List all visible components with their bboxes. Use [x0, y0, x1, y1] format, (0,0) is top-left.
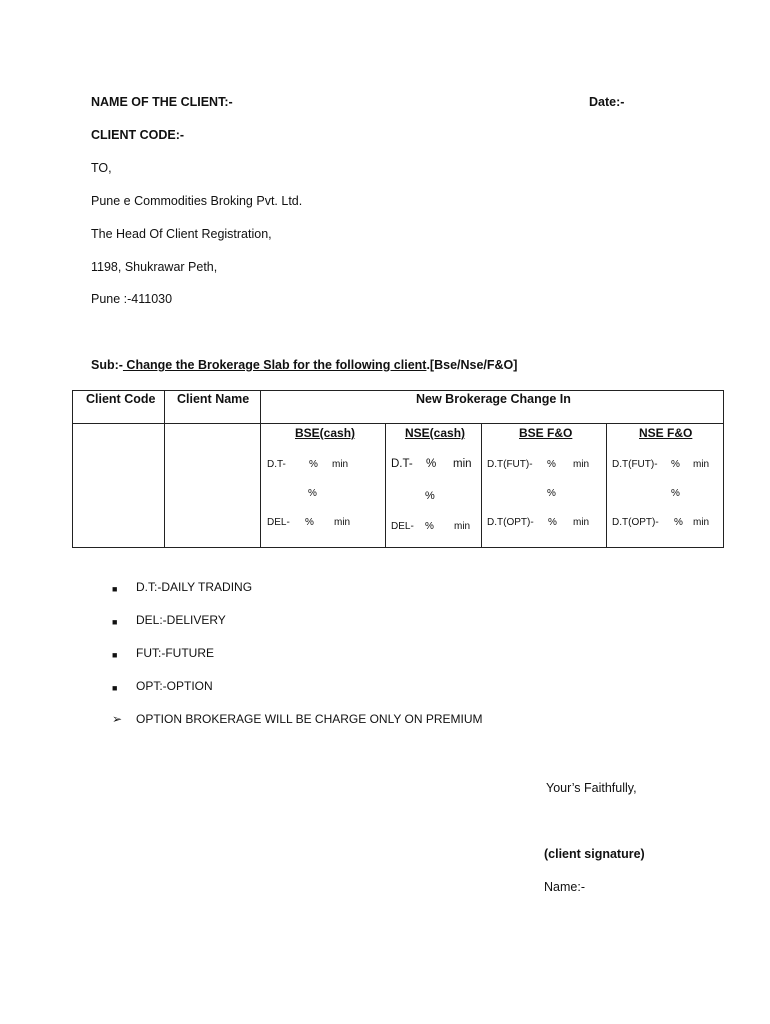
bse-cash-dt-label: D.T- — [267, 459, 286, 470]
header-client-name: Client Name — [177, 392, 250, 406]
nse-fo-opt-pct: % — [674, 517, 683, 528]
nse-cash-del-min: min — [454, 521, 471, 532]
nse-cash-dt-pct: % — [426, 458, 437, 470]
client-signature-label: (client signature) — [544, 847, 645, 861]
nse-cash-dt-label: D.T- — [391, 458, 413, 470]
legend-item-label: D.T:-DAILY TRADING — [136, 580, 253, 594]
arrow-bullet-icon: ➢ — [112, 712, 123, 726]
list-item — [112, 712, 483, 745]
bse-cash-dt-min: min — [332, 459, 349, 470]
bse-fo-pct: % — [547, 488, 556, 499]
client-name-label: NAME OF THE CLIENT:- — [91, 95, 233, 109]
square-bullet-icon: ■ — [112, 617, 118, 627]
legend-note: OPTION BROKERAGE WILL BE CHARGE ONLY ON PREMIUM — [136, 712, 483, 726]
nse-fo-pct: % — [671, 488, 680, 499]
nse-fo-title: NSE F&O — [639, 426, 693, 440]
bse-cash-pct: % — [308, 488, 317, 499]
nse-fo-fut-min: min — [693, 459, 710, 470]
nse-cash-pct: % — [425, 490, 435, 502]
nse-fo-fut-pct: % — [671, 459, 680, 470]
bse-fo-opt-pct: % — [548, 517, 557, 528]
subject-text: Change the Brokerage Slab for the following client — [122, 358, 427, 372]
table-divider — [164, 391, 165, 547]
table-divider — [385, 424, 386, 547]
legend-item-label: FUT:-FUTURE — [136, 646, 214, 660]
closing-faithfully: Your’s Faithfully, — [546, 781, 637, 795]
address-company: Pune e Commodities Broking Pvt. Ltd. — [91, 194, 303, 208]
address-to: TO, — [91, 161, 112, 175]
nse-cash-del-label: DEL- — [391, 521, 414, 532]
square-bullet-icon: ■ — [112, 584, 118, 594]
bse-cash-title: BSE(cash) — [295, 426, 356, 440]
list-item — [112, 580, 483, 613]
address-department: The Head Of Client Registration, — [91, 227, 272, 241]
nse-fo-opt-min: min — [693, 517, 710, 528]
client-code-label: CLIENT CODE:- — [91, 128, 185, 142]
bse-cash-del-pct: % — [305, 517, 314, 528]
bse-cash-del-min: min — [334, 517, 351, 528]
bse-fo-title: BSE F&O — [519, 426, 573, 440]
nse-cash-del-pct: % — [425, 521, 434, 532]
table-divider — [73, 423, 260, 424]
header-new-brokerage: New Brokerage Change In — [416, 392, 571, 406]
nse-cash-title: NSE(cash) — [405, 426, 466, 440]
bse-fo-opt-label: D.T(OPT)- — [487, 517, 534, 528]
list-item — [112, 613, 483, 646]
subject-suffix: .[Bse/Nse/F&O] — [426, 358, 518, 372]
nse-fo-fut-label: D.T(FUT)- — [612, 459, 658, 470]
square-bullet-icon: ■ — [112, 650, 118, 660]
bse-fo-opt-min: min — [573, 517, 590, 528]
table-divider — [606, 424, 607, 547]
header-client-code: Client Code — [86, 392, 156, 406]
table-divider — [260, 391, 261, 547]
brokerage-table — [72, 390, 724, 548]
bse-fo-fut-pct: % — [547, 459, 556, 470]
bse-fo-fut-label: D.T(FUT)- — [487, 459, 533, 470]
bse-cash-del-label: DEL- — [267, 517, 290, 528]
nse-fo-opt-label: D.T(OPT)- — [612, 517, 659, 528]
bse-fo-fut-min: min — [573, 459, 590, 470]
legend-item-label: DEL:-DELIVERY — [136, 613, 226, 627]
name-label: Name:- — [544, 880, 585, 894]
date-label: Date:- — [589, 95, 625, 109]
list-item — [112, 646, 483, 679]
bse-cash-dt-pct: % — [309, 459, 318, 470]
address-city: Pune :-411030 — [91, 292, 173, 306]
list-item — [112, 679, 483, 712]
legend-list — [112, 580, 483, 745]
table-divider — [260, 423, 723, 424]
table-divider — [481, 424, 482, 547]
square-bullet-icon: ■ — [112, 683, 118, 693]
address-street: 1198, Shukrawar Peth, — [91, 260, 218, 274]
nse-cash-dt-min: min — [453, 458, 472, 470]
subject-line — [91, 358, 517, 372]
legend-item-label: OPT:-OPTION — [136, 679, 213, 693]
subject-prefix: Sub:- — [91, 358, 123, 372]
